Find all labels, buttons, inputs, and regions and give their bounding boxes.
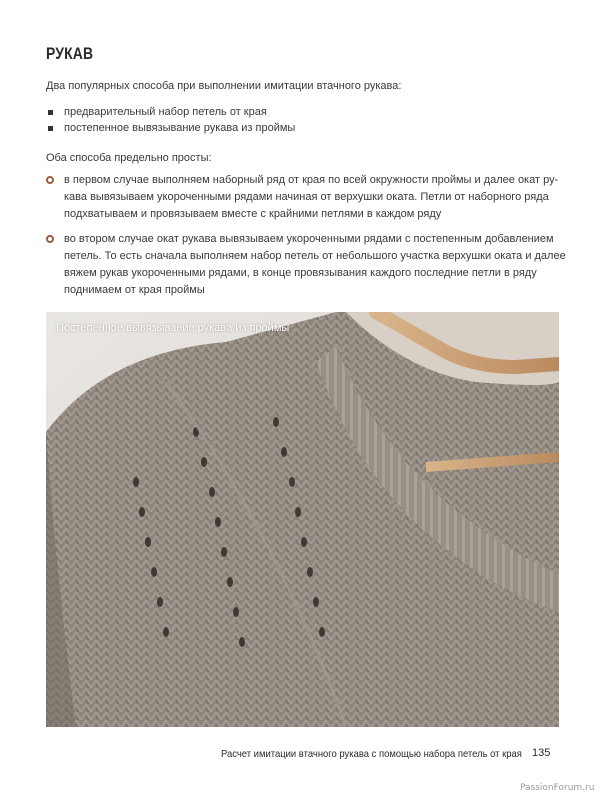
bullet-text: предварительный набор петель от края [64,106,267,118]
list-item [46,231,566,299]
bullet-list [46,104,295,136]
page-number: 135 [532,747,551,759]
sweater-photo [46,312,559,727]
knit-sweater-illustration [46,312,559,727]
bullet-text: постепенное вывязывание рукава из проймы [64,122,296,134]
square-bullet-icon [48,126,53,131]
method-line: петель. То есть сначала выполняем набор петель от небольшого участка верхушки оката и далее [64,250,566,262]
method-line: в первом случае выполняем наборный ряд от края по всей окружности проймы и далее окат ру- [64,174,559,186]
method-line: подхватываем и провязываем вместе с крайними петлями в каждом ряду [64,208,442,220]
running-title: Расчет имитации втачного рукава с помощью набора петель от края [221,748,522,760]
list-item [46,172,566,223]
intro-text: Два популярных способа при выполнении имитации втачного рукава: [46,80,402,92]
method-line: кава вывязываем укороченными рядами начиная от верхушки оката. Петли от наборного ряда [64,191,549,203]
method-line: поднимаем от края проймы [64,284,205,296]
both-methods-text: Оба способа предельно просты: [46,152,212,164]
list-item [46,104,295,120]
ring-bullet-icon [46,235,54,243]
method-list [46,172,566,307]
ring-bullet-icon [46,176,54,184]
method-line: вяжем рукав укороченными рядами, в конце провязывания каждого последние петли в ряду [64,267,537,279]
watermark: PassionForum.ru [520,783,595,793]
list-item [46,120,295,136]
method-line: во втором случае окат рукава вывязываем укороченными рядами с постепенным добавлением [64,233,554,245]
section-title: РУКАВ [46,44,94,63]
square-bullet-icon [48,110,53,115]
photo-caption: Постепенное вывязывание рукава из проймы [56,322,290,334]
